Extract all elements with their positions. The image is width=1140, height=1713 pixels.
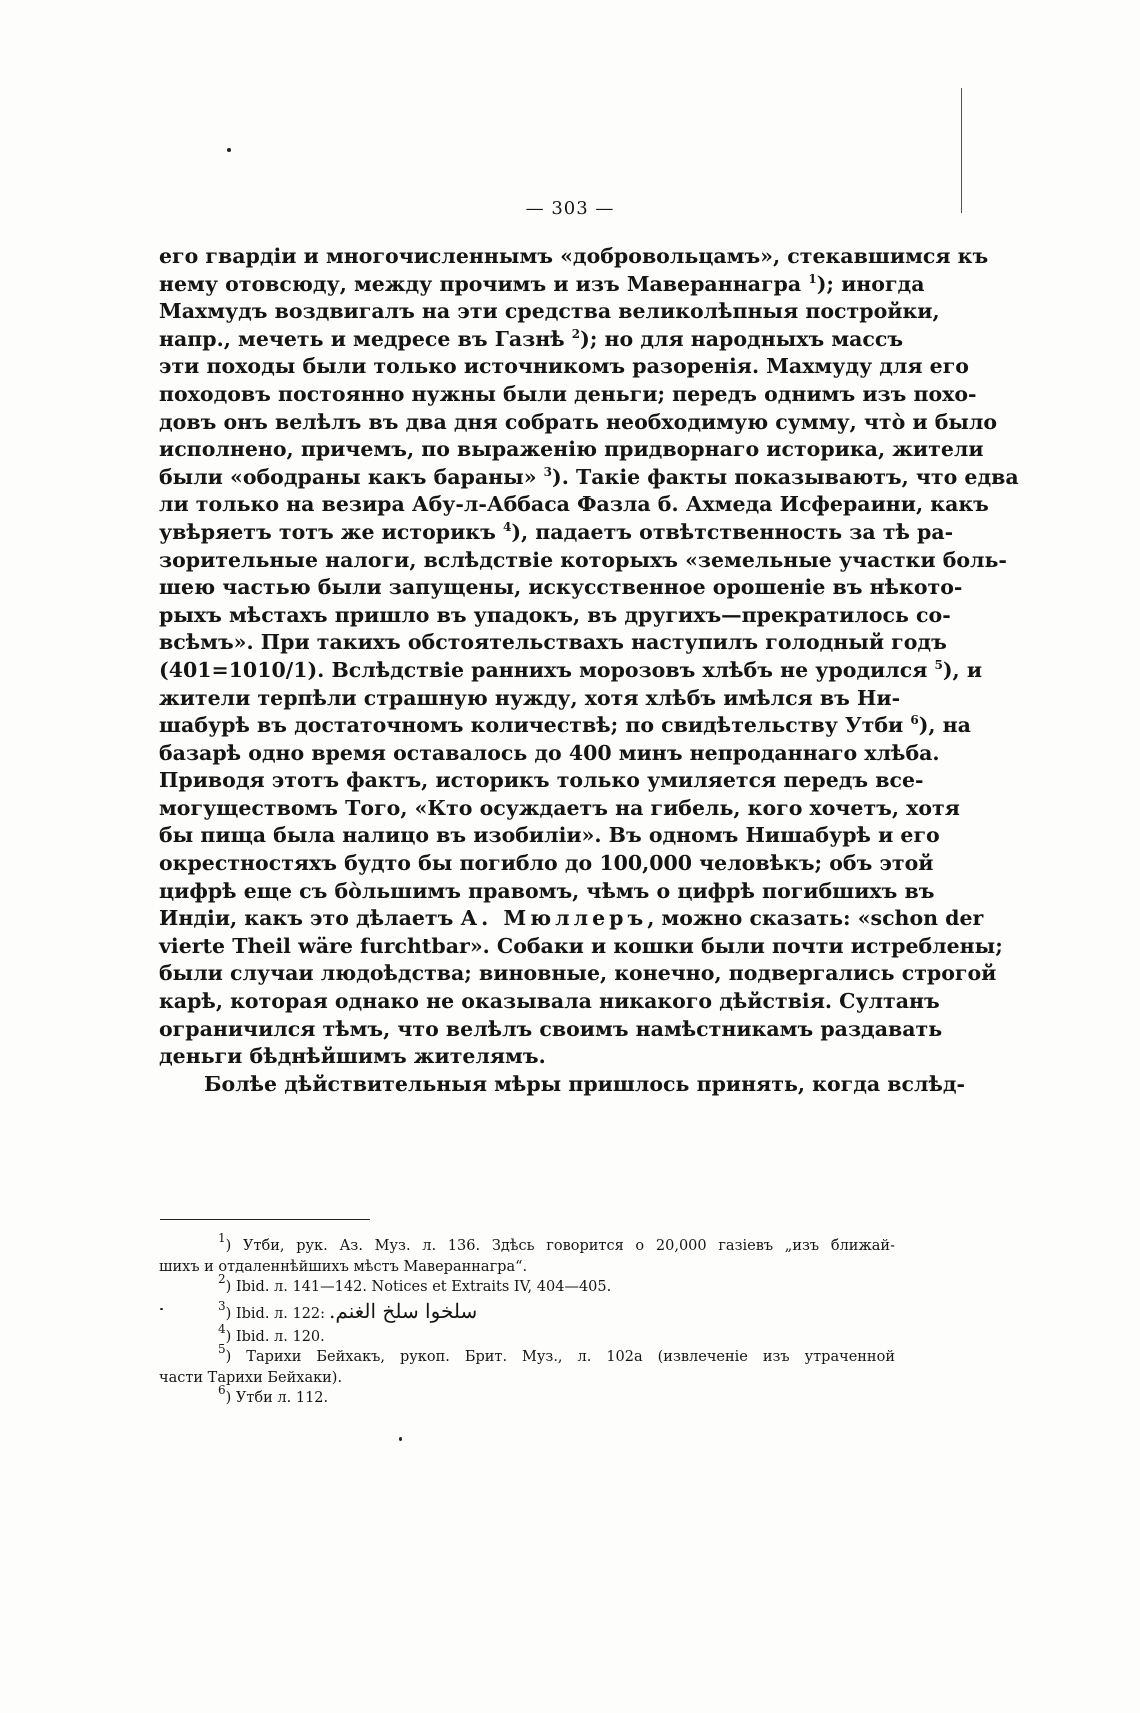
text-line: эти походы были только источникомъ разоренія. Махмуду для его	[159, 354, 969, 379]
text-line: шею частью были запущены, искусственное орошеніе въ нѣкото-	[159, 575, 963, 600]
text-line: напр., мечеть и медресе въ Газнѣ $^2$); но для народныхъ массъ	[159, 326, 904, 351]
text-line: были случаи людоѣдства; виновные, конечно, подвергались строгой	[159, 961, 997, 986]
footnotes	[159, 1231, 895, 1409]
text-line: исполнено, причемъ, по выраженію придворнаго историка, жители	[159, 437, 984, 462]
ink-speck	[399, 1437, 402, 1441]
text-line: шабурѣ въ достаточномъ количествѣ; по свидѣтельству Утби $^6$), на	[159, 713, 971, 738]
body-text	[159, 243, 1019, 1098]
text-line: всѣмъ». При такихъ обстоятельствахъ наступилъ голодный годъ	[159, 630, 947, 655]
footnote-6: $^6$) Утби л. 112.	[218, 1383, 329, 1406]
text-line: бы пища была налицо въ изобиліи». Въ одномъ Нишабурѣ и его	[159, 823, 940, 848]
text-line: Махмудъ воздвигалъ на эти средства великолѣпныя постройки,	[159, 299, 940, 324]
text-line: Приводя этотъ фактъ, историкъ только умиляется передъ все-	[159, 768, 924, 793]
text-line: рыхъ мѣстахъ пришло въ упадокъ, въ другихъ—прекратилось со-	[159, 602, 951, 627]
footnote-5: $^5$) Тарихи Бейхакъ, рукоп. Брит. Муз., л. 102а (извлеченіе изъ утраченной	[218, 1342, 895, 1365]
footnote-5-cont: части Тарихи Бейхаки).	[159, 1369, 343, 1386]
text-line: Индіи, какъ это дѣлаетъ А. Мюллеръ, можно сказать: «schon der	[159, 906, 984, 931]
text-line: увѣряетъ тотъ же историкъ $^4$), падаетъ отвѣтственность за тѣ ра-	[159, 519, 954, 544]
text-line: нему отовсюду, между прочимъ и изъ Мавераннагра $^1$); иногда	[159, 271, 925, 296]
arabic-quote: سلخوا سلخ الغنم.	[329, 1298, 478, 1323]
text-line: vierte Theil wäre furchtbar». Собаки и кошки были почти истреблены;	[159, 933, 1003, 958]
text-line: довъ онъ велѣлъ въ два дня собрать необходимую сумму, что̀ и было	[159, 409, 998, 434]
ink-speck	[227, 148, 231, 152]
text-line: базарѣ одно время оставалось до 400 минъ непроданнаго хлѣба.	[159, 740, 940, 765]
text-line: были «ободраны какъ бараны» $^3$). Такіе факты показываютъ, что едва	[159, 464, 1019, 489]
text-line: карѣ, которая однако не оказывала никакого дѣйствія. Султанъ	[159, 989, 940, 1014]
footnote-1: $^1$) Утби, рук. Аз. Муз. л. 136. Здѣсь говорится о 20,000 газіевъ „изъ ближай-	[218, 1231, 895, 1254]
text-line: ограничился тѣмъ, что велѣлъ своимъ намѣстникамъ раздавать	[159, 1016, 943, 1041]
text-line: его гвардіи и многочисленнымъ «добровольцамъ», стекавшимся къ	[159, 244, 989, 268]
text-line: ли только на везира Абу-л-Аббаса Фазла б. Ахмеда Исфераини, какъ	[159, 492, 989, 517]
footnote-3: $^3$) Ibid. л. 122: سلخوا سلخ الغنم.	[218, 1298, 478, 1323]
text-line: зорительные налоги, вслѣдствіе которыхъ «земельные участки боль-	[159, 547, 1007, 572]
text-line: деньги бѣднѣйшимъ жителямъ.	[159, 1044, 546, 1069]
text-line: могуществомъ Того, «Кто осуждаетъ на гибель, кого хочетъ, хотя	[159, 795, 960, 820]
text-line: Болѣе дѣйствительныя мѣры пришлось принять, когда вслѣд-	[204, 1071, 966, 1096]
footnote-rule	[160, 1219, 370, 1220]
page-number: — 303 —	[525, 198, 615, 219]
text-line: окрестностяхъ будто бы погибло до 100,000 человѣкъ; объ этой	[159, 851, 934, 876]
text-line: жители терпѣли страшную нужду, хотя хлѣбъ имѣлся въ Ни-	[159, 685, 901, 710]
text-line: цифрѣ еще съ бо̀льшимъ правомъ, чѣмъ о цифрѣ погибшихъ въ	[159, 878, 935, 903]
text-line: походовъ постоянно нужны были деньги; передъ однимъ изъ похо-	[159, 381, 977, 406]
footnote-4: $^4$) Ibid. л. 120.	[218, 1321, 325, 1345]
text-line: (401=1010/1). Вслѣдствіе раннихъ морозовъ хлѣбъ не уродился $^5$), и	[159, 657, 983, 682]
page-edge-line	[961, 88, 962, 213]
footnote-1-cont: шихъ и отдаленнѣйшихъ мѣстъ Мавераннагра“.	[159, 1258, 528, 1275]
footnote-2: $^2$) Ibid. л. 141—142. Notices et Extraits IV, 404—405.	[218, 1272, 612, 1295]
